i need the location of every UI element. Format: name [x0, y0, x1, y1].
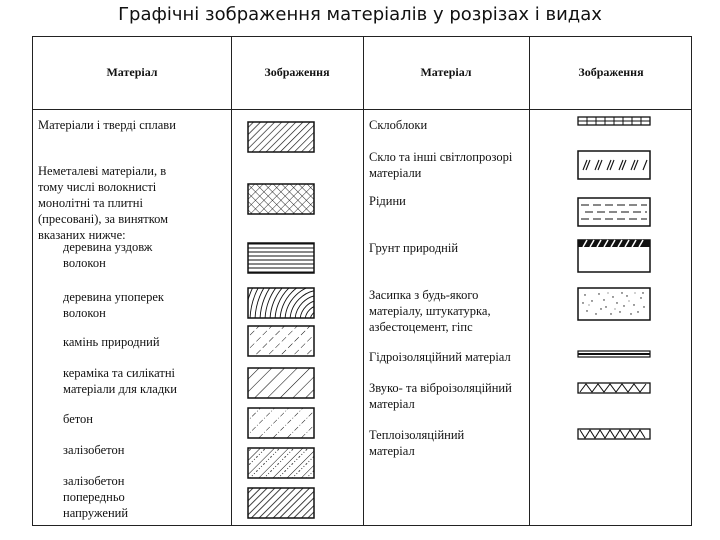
thermal-insulation-pattern: [577, 427, 651, 441]
column-divider-1: [231, 37, 232, 525]
header-material-right: Матеріал: [420, 65, 472, 79]
concrete-pattern: [247, 407, 315, 439]
label-rconcrete: залізобетон: [63, 443, 125, 457]
label-ceramic: кераміка та силікатні матеріали для кладки: [63, 366, 177, 396]
label-concrete: бетон: [63, 412, 93, 426]
wood-across-pattern: [247, 287, 315, 319]
label-thermal: Теплоізоляційний матеріал: [369, 428, 465, 458]
liquids-pattern: [577, 197, 651, 227]
label-liquids: Рідини: [369, 194, 406, 208]
label-nonmetal: Неметалеві матеріали, в тому числі волокнисті монолітні та плитні (пресовані), за винятком вказаних нижче:: [38, 164, 169, 242]
label-glassblocks: Склоблоки: [369, 118, 428, 132]
page-title: Графічні зображення матеріалів у розрізах і видах: [118, 4, 602, 25]
label-wood-across: деревина упоперек волокон: [63, 290, 164, 320]
header-material-left: Матеріал: [106, 65, 158, 79]
metals-pattern: [247, 121, 315, 153]
wood-along-pattern: [247, 242, 315, 274]
label-soil: Грунт природній: [369, 241, 459, 255]
sound-insulation-pattern: [577, 381, 651, 395]
ceramic-pattern: [247, 367, 315, 399]
reinforced-concrete-pattern: [247, 447, 315, 479]
hydro-insulation-pattern: [577, 349, 651, 359]
label-stone: камінь природний: [63, 335, 160, 349]
glass-pattern: [577, 150, 651, 180]
label-sound: Звуко- та віброізоляційний матеріал: [369, 381, 512, 411]
nonmetal-pattern: [247, 183, 315, 215]
header-image-right: Зображення: [578, 65, 644, 79]
label-hydro: Гідроізоляційний матеріал: [369, 350, 511, 364]
column-divider-2: [363, 37, 364, 525]
header-image-left: Зображення: [264, 65, 330, 79]
label-wood-along: деревина уздовж волокон: [63, 240, 153, 270]
stone-pattern: [247, 325, 315, 357]
soil-pattern: [577, 239, 651, 273]
label-metals: Матеріали і тверді сплави: [38, 118, 176, 132]
label-prestressed: залізобетон попередньо напружений: [63, 474, 129, 520]
prestressed-concrete-pattern: [247, 487, 315, 519]
materials-table: [32, 36, 692, 526]
label-glass: Скло та інші світлопрозорі матеріали: [369, 150, 513, 180]
column-divider-3: [529, 37, 530, 525]
header-divider: [33, 109, 691, 110]
fill-pattern: [577, 287, 651, 321]
glassblocks-pattern: [577, 115, 651, 127]
label-fill: Засипка з будь-якого матеріалу, штукатурка, азбестоцемент, гіпс: [369, 288, 491, 334]
